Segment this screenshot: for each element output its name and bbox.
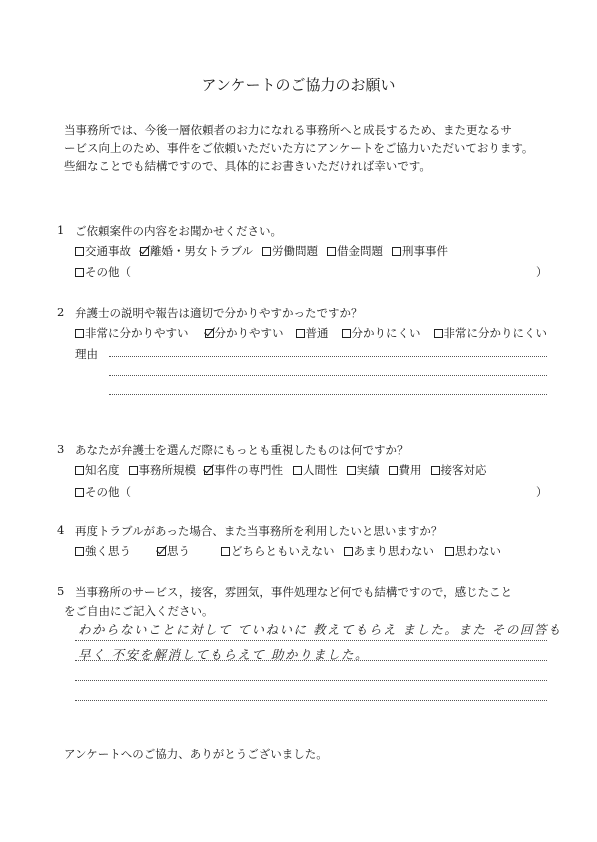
q4-option-5-checkbox[interactable]: [445, 547, 454, 556]
q3-option-5[interactable]: [347, 462, 380, 478]
q1-option-4-checkbox[interactable]: [327, 247, 336, 256]
q2-number: 2: [57, 305, 65, 319]
q3-option-7-checkbox[interactable]: [431, 466, 440, 475]
q2-option-1-checkbox[interactable]: [75, 329, 84, 338]
q3-option-5-checkbox[interactable]: [347, 466, 356, 475]
q4-option-2-checkbox[interactable]: [157, 547, 166, 556]
q1-option-4-label: 借金問題: [337, 244, 384, 258]
q2-option-5-label: 非常に分かりにくい: [443, 326, 547, 340]
q5-answer-line-2: 早く 不安を解消してもらえて 助かりました。: [78, 647, 369, 662]
intro-line-2: ービス向上のため、事件をご依頼いただいた方にアンケートをご協力いただいております。: [64, 141, 534, 155]
q2-option-3-checkbox[interactable]: [296, 329, 305, 338]
q2-option-3-label: 普通: [305, 326, 329, 340]
q2-option-4-label: 分かりにくい: [351, 326, 421, 340]
q1-option-5-label: 刑事事件: [402, 244, 449, 258]
page-title: アンケートのご協力のお願い: [201, 76, 396, 94]
q5-number: 5: [57, 584, 65, 598]
q3-option-6-label: 費用: [398, 463, 422, 477]
q5-answer-line-1: わからないことに対して ていねいに 教えてもらえ ました。また その回答も: [78, 622, 562, 637]
q3-option-6-checkbox[interactable]: [389, 466, 398, 475]
q4-option-4-checkbox[interactable]: [344, 547, 353, 556]
q3-option-1[interactable]: [75, 462, 120, 478]
q4-option-5[interactable]: [445, 543, 501, 559]
q4-option-3[interactable]: [221, 543, 335, 559]
q3-other-checkbox[interactable]: [75, 488, 84, 497]
q1-other-label: その他（: [85, 265, 131, 279]
q4-option-1[interactable]: [75, 543, 131, 559]
q4-option-4-label: あまり思わない: [353, 544, 434, 558]
q2-option-2-label: 分かりやすい: [214, 326, 284, 340]
q2-option-5-checkbox[interactable]: [434, 329, 443, 338]
q4-option-4[interactable]: [344, 543, 435, 559]
q5-line-2[interactable]: [75, 660, 547, 661]
q5-line-1[interactable]: [75, 640, 547, 641]
q2-option-5[interactable]: [434, 325, 548, 341]
q3-option-2[interactable]: [129, 462, 197, 478]
q4-option-1-label: 強く思う: [85, 544, 131, 558]
q3-other-close: ）: [536, 485, 548, 499]
q3-option-4[interactable]: [293, 462, 338, 478]
q4-option-3-label: どちらともいえない: [231, 544, 335, 558]
q1-other-close: ）: [536, 265, 548, 279]
q3-option-6[interactable]: [389, 462, 422, 478]
q1-other-checkbox[interactable]: [75, 268, 84, 277]
q1-option-2-checkbox[interactable]: [140, 247, 149, 256]
q2-option-2-checkbox[interactable]: [205, 329, 214, 338]
q1-option-3-label: 労働問題: [272, 244, 319, 258]
q1-options: [75, 243, 448, 259]
q1-option-2[interactable]: [140, 243, 253, 259]
q4-number: 4: [57, 523, 65, 537]
q2-options: [75, 325, 547, 341]
q3-question: あなたが弁護士を選んだ際にもっとも重視したものは何ですか？: [75, 443, 409, 457]
q2-question: 弁護士の説明や報告は適切で分かりやすかったですか？: [75, 306, 363, 320]
q2-option-1[interactable]: [75, 325, 189, 341]
q3-other-label: その他（: [85, 485, 131, 499]
q1-option-4[interactable]: [327, 243, 383, 259]
q2-option-4[interactable]: [342, 325, 421, 341]
q2-reason-line-2[interactable]: [109, 375, 547, 376]
q3-option-7-label: 接客対応: [440, 463, 487, 477]
q3-option-3-label: 事件の専門性: [214, 463, 283, 477]
q2-reason-line-1[interactable]: [109, 356, 547, 357]
q3-option-2-label: 事務所規模: [138, 463, 196, 477]
q4-option-2-label: 思う: [167, 544, 190, 558]
q1-option-1-checkbox[interactable]: [75, 247, 84, 256]
intro-line-1: 当事務所では、今後一層依頼者のお力になれる事務所へと成長するため、また更なるサ: [64, 123, 513, 137]
q2-option-3[interactable]: [296, 325, 329, 341]
closing-message: アンケートへのご協力、ありがとうございました。: [64, 747, 328, 761]
q2-option-2[interactable]: [205, 325, 284, 341]
q3-number: 3: [57, 442, 65, 456]
q5-question-line-1: 当事務所のサービス，接客，雰囲気，事件処理など何でも結構ですので，感じたこと: [75, 585, 513, 599]
q4-option-5-label: 思わない: [455, 544, 501, 558]
q3-option-3-checkbox[interactable]: [204, 466, 213, 475]
q1-option-1-label: 交通事故: [85, 244, 131, 258]
q3-other[interactable]: [75, 484, 131, 500]
q4-question: 再度トラブルがあった場合、また当事務所を利用したいと思いますか？: [75, 524, 443, 538]
q4-option-2[interactable]: [157, 543, 190, 559]
q3-option-3[interactable]: [204, 462, 283, 478]
q3-option-1-label: 知名度: [85, 463, 120, 477]
q5-question-line-2: をご自由にご記入ください。: [64, 604, 214, 618]
q5-line-3[interactable]: [75, 680, 547, 681]
q2-reason-line-3[interactable]: [109, 394, 547, 395]
q4-option-1-checkbox[interactable]: [75, 547, 84, 556]
q1-option-5[interactable]: [392, 243, 448, 259]
q1-number: 1: [57, 223, 65, 237]
q3-option-4-checkbox[interactable]: [293, 466, 302, 475]
intro-line-3: 些細なことでも結構ですので、具体的にお書きいただければ幸いです。: [64, 159, 431, 173]
q3-options: [75, 462, 487, 478]
q4-option-3-checkbox[interactable]: [221, 547, 230, 556]
q1-option-5-checkbox[interactable]: [392, 247, 401, 256]
q1-option-2-label: 離婚・男女トラブル: [150, 244, 254, 258]
q3-option-1-checkbox[interactable]: [75, 466, 84, 475]
q1-option-1[interactable]: [75, 243, 131, 259]
q1-option-3[interactable]: [262, 243, 318, 259]
q2-option-4-checkbox[interactable]: [342, 329, 351, 338]
q1-question: ご依頼案件の内容をお聞かせください。: [75, 224, 282, 238]
q3-option-4-label: 人間性: [303, 463, 338, 477]
q5-line-4[interactable]: [75, 700, 547, 701]
q4-options: [75, 543, 501, 559]
q2-reason-label: 理由: [75, 347, 98, 361]
q3-option-2-checkbox[interactable]: [129, 466, 138, 475]
q1-other[interactable]: [75, 264, 131, 280]
q3-option-7[interactable]: [431, 462, 487, 478]
q3-option-5-label: 実績: [356, 463, 380, 477]
q2-option-1-label: 非常に分かりやすい: [85, 326, 189, 340]
q1-option-3-checkbox[interactable]: [262, 247, 271, 256]
